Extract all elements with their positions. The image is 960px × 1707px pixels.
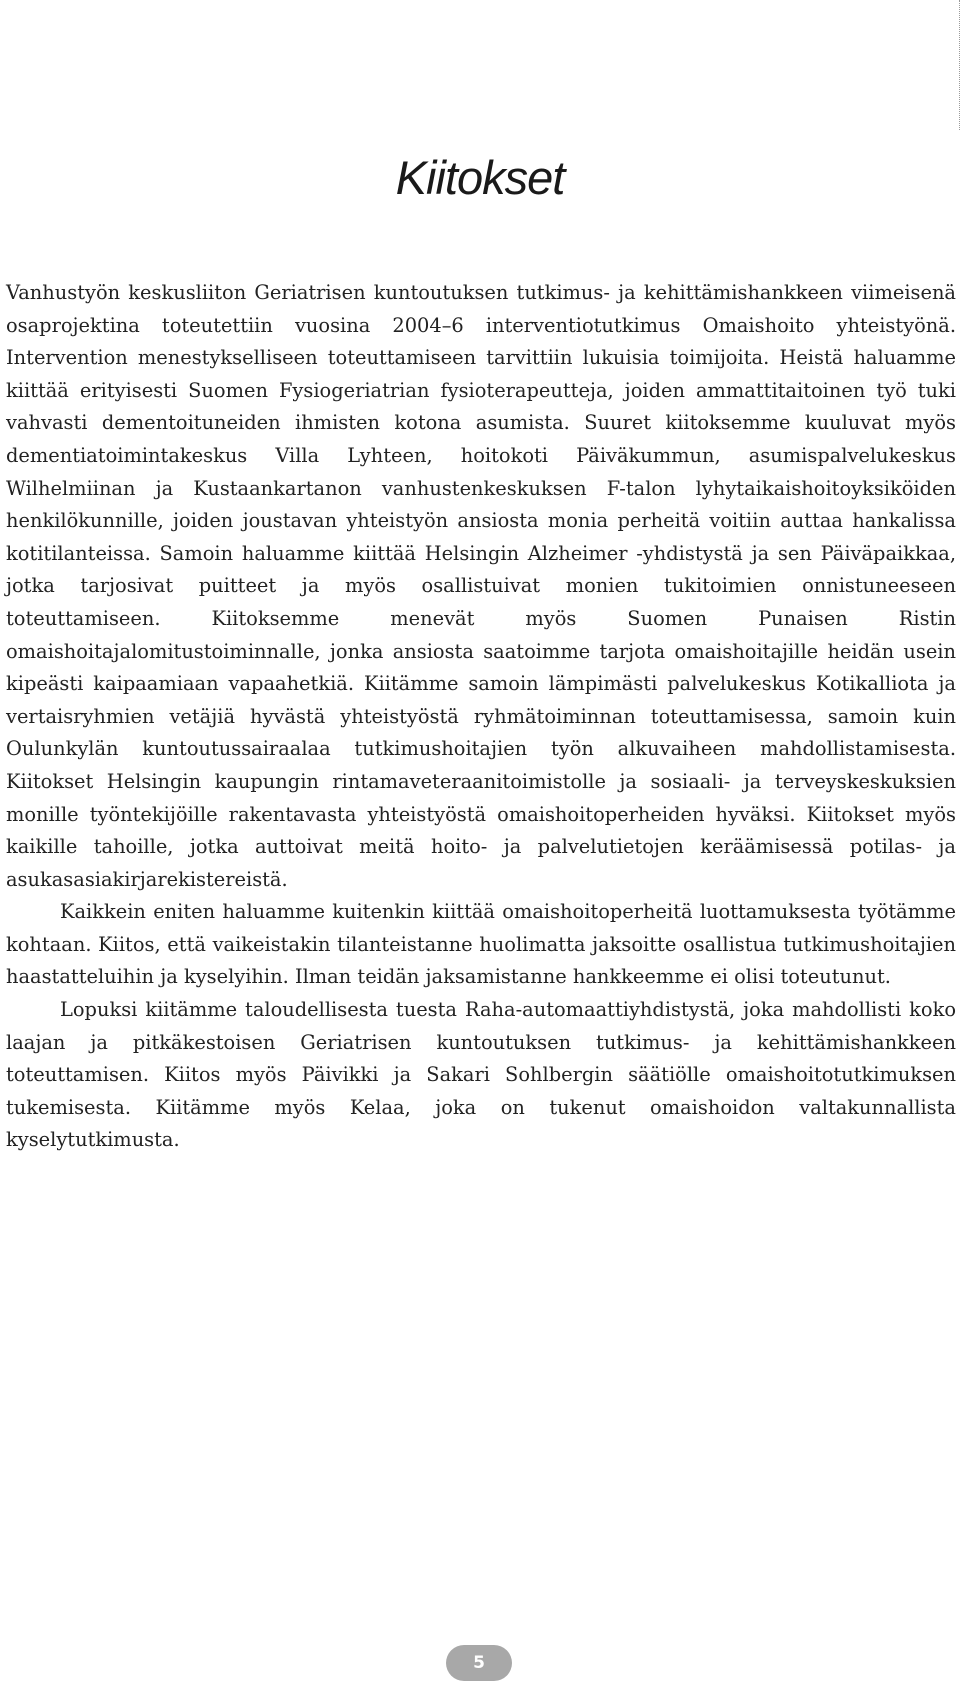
- paragraph-families: Kaikkein eniten haluamme kuitenkin kiittää omaishoitoperheitä luottamuksesta työtämme kohtaan. Kiitos, että vaikeistakin tilanteistanne huolimatta jaksoitte osallistua tutkimushoitajien haastatteluihin ja kyselyihin. Ilman teidän jaksamistanne hankkeemme ei olisi toteutunut.: [6, 900, 956, 989]
- body-text: [6, 277, 956, 1157]
- page-number: 5: [473, 1653, 485, 1673]
- paragraph-funding: Lopuksi kiitämme taloudellisesta tuesta Raha-automaattiyhdistystä, joka mahdollisti koko laajan ja pitkäkestoisen Geriatrisen kuntoutuksen tutkimus- ja kehittämishankkeen toteuttamisen. Kiitos myös Päivikki ja Sakari Sohlbergin säätiölle omaishoitotutkimuksen tukemisesta. Kiitämme myös Kelaa, joka on tukenut omaishoidon valtakunnallista kyselytutkimusta.: [6, 998, 956, 1152]
- page-number-badge: [446, 1645, 512, 1681]
- page-title: Kiitokset: [395, 151, 565, 204]
- paragraph-acknowledgements: Vanhustyön keskusliiton Geriatrisen kuntoutuksen tutkimus- ja kehittämishankkeen viimeisenä osaprojektina toteutettiin vuosina 2004–6 interventiotutkimus Omaishoito yhteistyönä. Intervention menestykselliseen toteuttamiseen tarvittiin lukuisia toimijoita. Heistä haluamme kiittää erityisesti Suomen Fysiogeriatrian fysioterapeutteja, joiden ammattitaitoinen työ tuki vahvasti dementoituneiden ihmisten kotona asumista. Suuret kiitoksemme kuuluvat myös dementiatoimintakeskus Villa Lyhteen, hoitokoti Päiväkummun, asumispalvelukeskus Wilhelmiinan ja Kustaankartanon vanhustenkeskuksen F-talon lyhytaikaishoitoyksiköiden henkilökunnille, joiden joustavan yhteistyön ansiosta monia perheitä voitiin auttaa hankalissa kotitilanteissa. Samoin haluamme kiittää Helsingin Alzheimer -yhdistystä ja sen Päiväpaikkaa, jotka tarjosivat puitteet ja myös osallistuivat monien tukitoimien onnistuneeseen toteuttamiseen. Kiitoksemme menevät myös Suomen Punaisen Ristin omaishoitajalomitustoiminnalle, jonka ansiosta saatoimme tarjota omaishoitajille heidän usein kipeästi kaipaamiaan vapaahetkiä. Kiitämme samoin lämpimästi palvelukeskus Kotikalliota ja vertaisryhmien vetäjiä hyvästä yhteistyöstä ryhmätoiminnan toteuttamisessa, samoin kuin Oulunkylän kuntoutussairaalaa tutkimushoitajien työn alkuvaiheen mahdollistamisesta. Kiitokset Helsingin kaupungin rintamaveteraanitoimistolle ja sosiaali- ja terveyskeskuksien monille työntekijöille rakentavasta yhteistyöstä omaishoitoperheiden hyväksi. Kiitokset myös kaikille tahoille, jotka auttoivat meitä hoito- ja palvelutietojen keräämisessä potilas- ja asukasasiakirjarekistereistä.: [6, 281, 956, 891]
